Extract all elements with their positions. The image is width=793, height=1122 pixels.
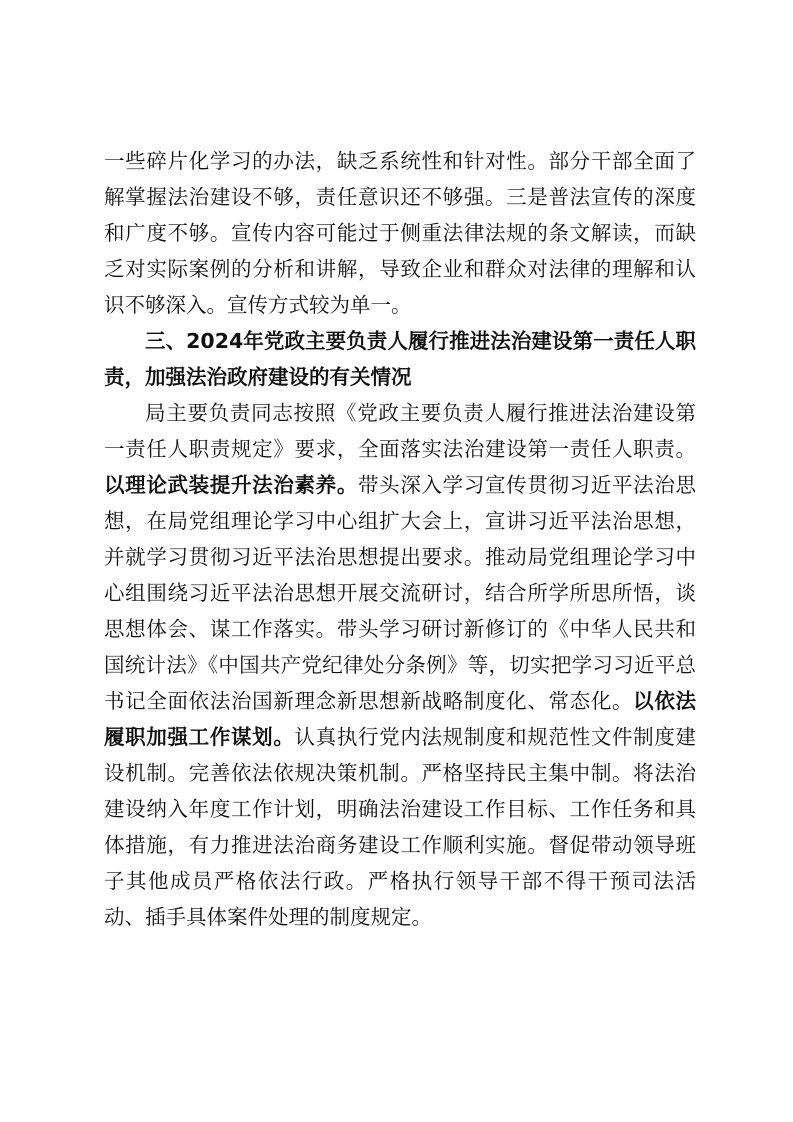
- bold-subheading-duty: 以依法履职加强工作谋划。: [104, 689, 697, 749]
- paragraph-intro: 局主要负责同志按照《党政主要负责人履行推进法治建设第一责任人职责规定》要求，全面落实法治建设第一责任人职责。: [104, 401, 696, 461]
- bold-subheading-theory: 以理论武装提升法治素养。: [104, 473, 358, 497]
- paragraph-main: [104, 395, 696, 935]
- section-heading: 三、2024年党政主要负责人履行推进法治建设第一责任人职责，加强法治政府建设的有关情况: [104, 329, 696, 389]
- document-body: [104, 143, 696, 935]
- paragraph-duty-body: 认真执行党内法规制度和规范性文件制度建设机制。完善依法依规决策机制。严格坚持民主集中制。将法治建设纳入年度工作计划，明确法治建设工作目标、工作任务和具体措施，有力推进法治商务建设工作顺利实施。督促带动领导班子其他成员严格依法行政。严格执行领导干部不得干预司法活动、插手具体案件处理的制度规定。: [104, 725, 696, 929]
- paragraph-continuation: 一些碎片化学习的办法，缺乏系统性和针对性。部分干部全面了解掌握法治建设不够，责任意识还不够强。三是普法宣传的深度和广度不够。宣传内容可能过于侧重法律法规的条文解读，而缺乏对实际案例的分析和讲解，导致企业和群众对法律的理解和认识不够深入。宣传方式较为单一。: [104, 149, 696, 317]
- paragraph-theory-body: 带头深入学习宣传贯彻习近平法治思想，在局党组理论学习中心组扩大会上，宣讲习近平法治思想，并就学习贯彻习近平法治思想提出要求。推动局党组理论学习中心组围绕习近平法治思想开展交流研讨，结合所学所思所悟，谈思想体会、谋工作落实。带头学习研讨新修订的《中华人民共和国统计法》《中国共产党纪律处分条例》等，切实把学习习近平总书记全面依法治国新理念新思想新战略制度化、常态化。: [104, 473, 696, 713]
